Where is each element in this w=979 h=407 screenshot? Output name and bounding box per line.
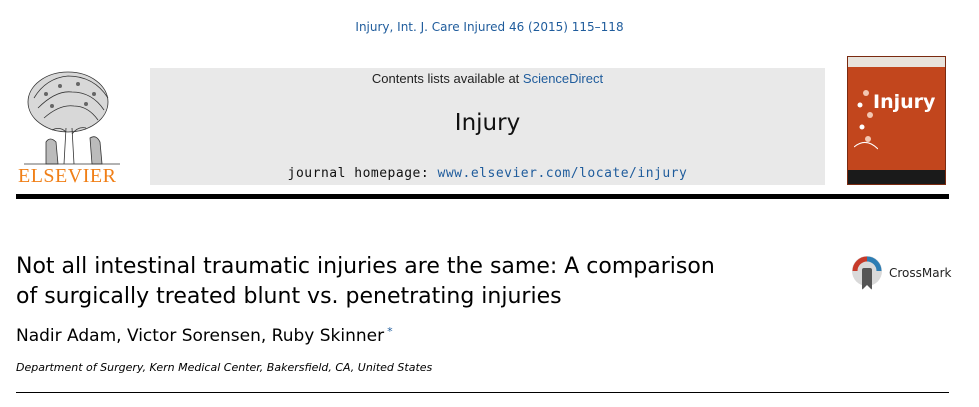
corresponding-author-mark[interactable]: * (387, 325, 393, 338)
contents-prefix: Contents lists available at (371, 71, 523, 86)
cover-top-strip (848, 57, 946, 67)
article-title-line-2: of surgically treated blunt vs. penetrating injuries (16, 284, 562, 309)
journal-homepage-line (150, 166, 825, 181)
article-title (16, 252, 836, 312)
elsevier-wordmark[interactable]: ELSEVIER (18, 165, 117, 187)
journal-cover-thumbnail[interactable] (847, 56, 946, 185)
cover-bottom-strip (848, 170, 946, 184)
header-divider (16, 194, 949, 199)
sciencedirect-link[interactable]: ScienceDirect (522, 71, 604, 86)
crossmark-icon[interactable] (850, 254, 884, 292)
contents-line (150, 71, 825, 86)
crossmark-label[interactable]: CrossMark (889, 266, 952, 280)
author-affiliation: Department of Surgery, Kern Medical Center, Bakersfield, CA, United States (16, 361, 433, 374)
journal-banner (150, 68, 825, 185)
journal-citation[interactable]: Injury, Int. J. Care Injured 46 (2015) 115–118 (355, 20, 624, 34)
homepage-link[interactable]: www.elsevier.com/locate/injury (437, 166, 688, 181)
article-title-line-1: Not all intestinal traumatic injuries are the same: A comparison (16, 254, 715, 279)
cover-title: Injury (873, 91, 936, 113)
journal-title: Injury (454, 110, 521, 136)
author-list (16, 326, 393, 346)
authors-text: Nadir Adam, Victor Sorensen, Ruby Skinner (16, 326, 385, 346)
homepage-prefix: journal homepage: (287, 166, 438, 181)
title-block-divider (16, 392, 949, 393)
